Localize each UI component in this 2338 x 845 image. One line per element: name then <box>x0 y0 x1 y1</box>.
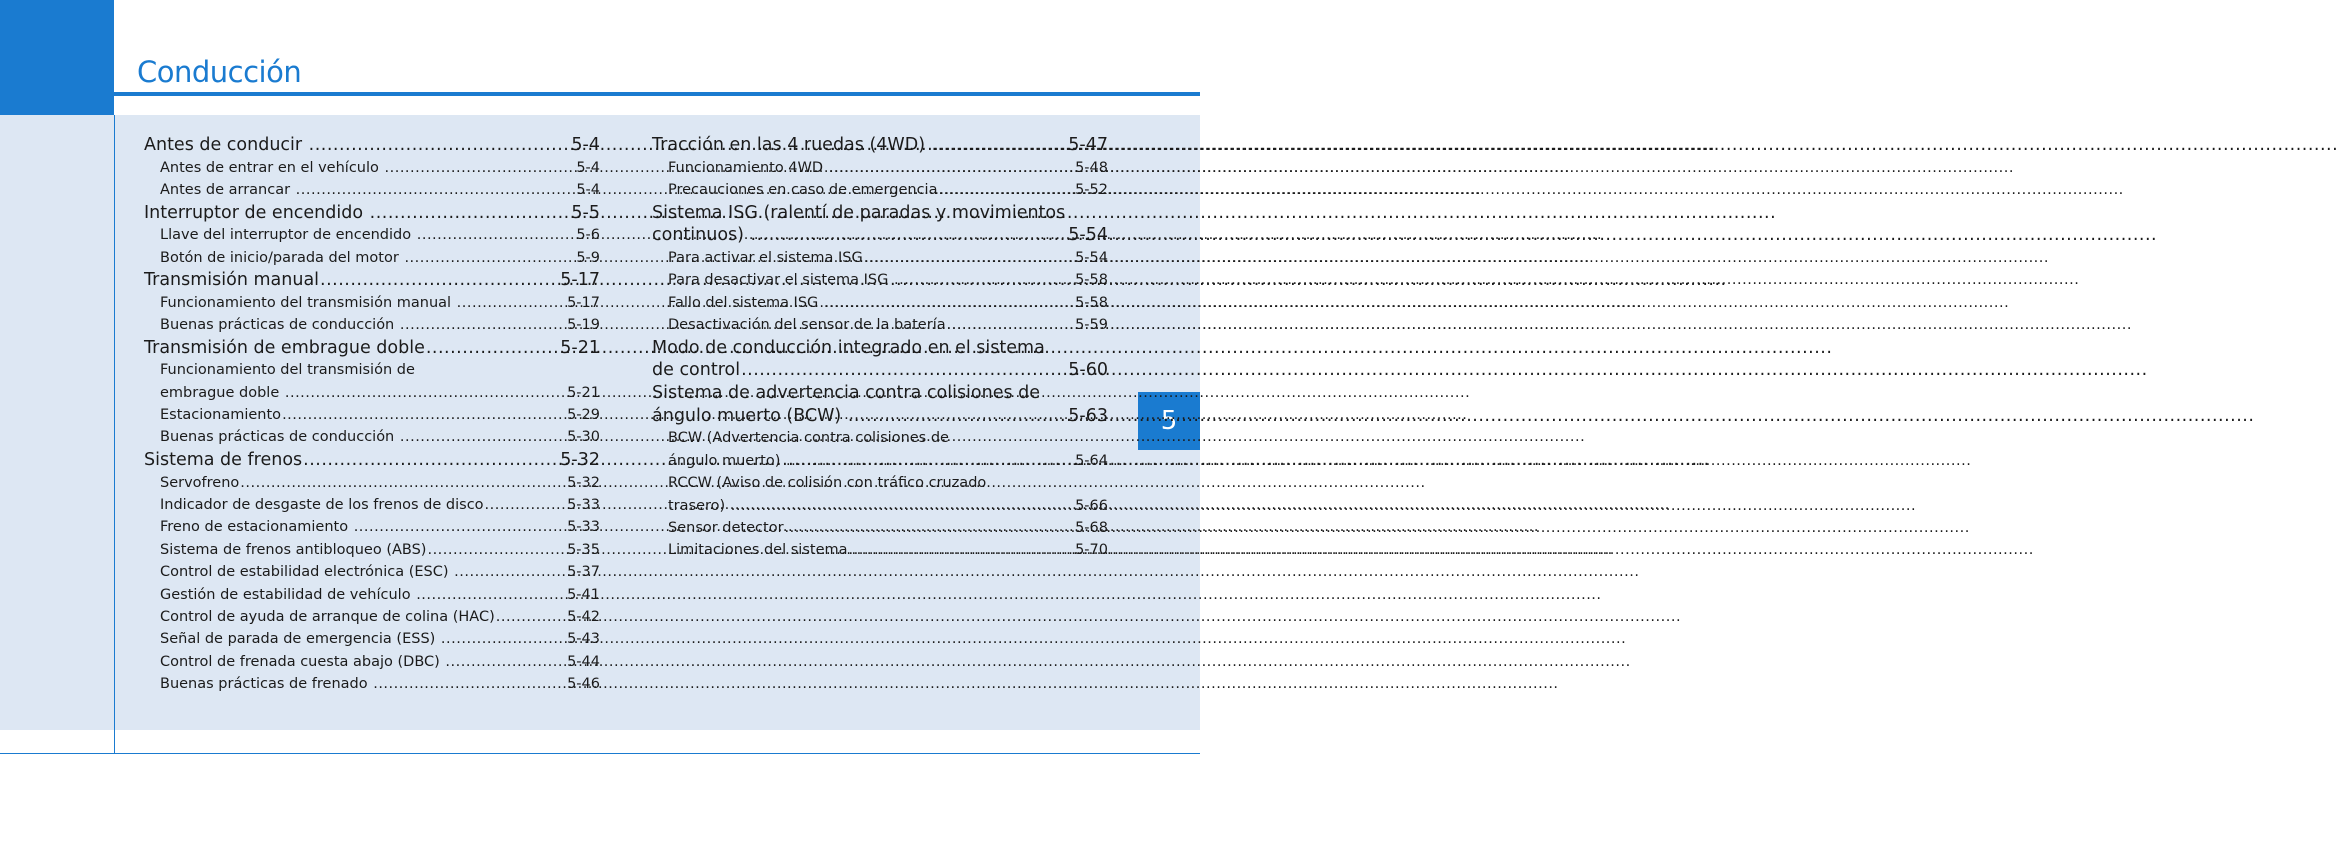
dot-leader <box>786 450 1074 472</box>
toc-entry-label: Funcionamiento 4WD <box>668 159 828 176</box>
toc-section-entry[interactable] <box>652 359 1108 382</box>
toc-entry-label: Estacionamiento <box>160 407 282 424</box>
toc-section-entry[interactable] <box>144 337 600 360</box>
toc-section-entry[interactable] <box>652 224 1108 247</box>
toc-section-entry[interactable] <box>652 134 1108 157</box>
toc-entry-label: Sistema de frenos <box>144 449 303 470</box>
toc-subsection-entry[interactable] <box>652 495 1108 517</box>
toc-entry-label: Indicador de desgaste de los frenos de disco <box>160 496 484 513</box>
dot-leader <box>849 539 1075 561</box>
toc-entry-label: Transmisión manual <box>144 270 320 291</box>
toc-page-number: 5-32 <box>560 449 600 470</box>
dot-leader <box>296 179 576 201</box>
toc-entry-label: trasero) <box>668 497 730 514</box>
toc-page-number: 5-43 <box>567 631 600 648</box>
dot-leader <box>427 539 566 561</box>
toc-entry-continued[interactable]: RCCW (Aviso de colisión con tráfico cruzado <box>668 475 987 492</box>
toc-entry-label: Tracción en las 4 ruedas (4WD) <box>652 135 931 155</box>
toc-entry-label: Servofreno <box>160 474 240 491</box>
toc-page-number: 5-42 <box>567 609 600 626</box>
toc-page-number: 5-52 <box>1075 182 1108 199</box>
toc-page-number: 5-41 <box>567 586 600 603</box>
toc-entry-label: Transmisión de embrague doble <box>144 337 425 358</box>
toc-subsection-entry[interactable] <box>652 539 1108 561</box>
toc-subsection-entry[interactable] <box>144 561 600 583</box>
toc-subsection-entry[interactable] <box>144 651 600 673</box>
dot-leader <box>285 382 566 404</box>
toc-entry-label: Antes de conducir <box>144 135 308 155</box>
dot-leader <box>454 561 566 583</box>
toc-entry-label: Freno de estacionamiento <box>160 519 353 536</box>
toc-page-number: 5-54 <box>1075 249 1108 266</box>
corner-color-block <box>0 0 114 115</box>
dot-leader <box>404 247 575 269</box>
toc-page-number: 5-6 <box>576 227 600 244</box>
toc-section-entry[interactable] <box>144 449 600 472</box>
toc-page-number: 5-19 <box>567 317 600 334</box>
dot-leader <box>441 628 566 650</box>
toc-page-number: 5-21 <box>567 384 600 401</box>
toc-page-number: 5-46 <box>567 676 600 693</box>
toc-page-number: 5-58 <box>1075 272 1108 289</box>
toc-entry-label: Buenas prácticas de conducción <box>160 429 399 446</box>
toc-subsection-entry[interactable] <box>652 292 1108 314</box>
toc-subsection-entry[interactable] <box>144 516 600 538</box>
side-rule <box>114 115 115 753</box>
dot-leader <box>496 606 566 628</box>
toc-page-number: 5-47 <box>1068 135 1108 155</box>
toc-entry-label: Buenas prácticas de conducción <box>160 317 399 334</box>
toc-entry-continued[interactable]: Sistema ISG (ralentí de paradas y movimientos <box>652 202 1066 223</box>
toc-entry-label: Limitaciones del sistema <box>668 542 848 559</box>
toc-section-entry[interactable] <box>144 202 600 225</box>
toc-entry-label: Botón de inicio/parada del motor <box>160 249 404 266</box>
toc-subsection-entry[interactable] <box>144 628 600 650</box>
toc-entry-label: Desactivación del sensor de la batería <box>668 317 946 334</box>
toc-page-number: 5-37 <box>567 564 600 581</box>
toc-subsection-entry[interactable] <box>144 539 600 561</box>
toc-page-number: 5-5 <box>571 202 600 223</box>
toc-entry-label: ángulo muerto (BCW) <box>652 405 847 426</box>
toc-subsection-entry[interactable] <box>652 269 1108 291</box>
dot-leader <box>785 517 1075 539</box>
toc-entry-label: Funcionamiento del transmisión manual <box>160 294 456 311</box>
toc-entry-label: embrague doble <box>160 384 284 401</box>
dot-leader <box>309 134 571 157</box>
dot-leader <box>864 247 1074 269</box>
toc-subsection-entry[interactable] <box>652 157 1108 179</box>
toc-page-number: 5-48 <box>1075 159 1108 176</box>
toc-entry-continued[interactable]: Sistema de advertencia contra colisiones de <box>652 382 1041 403</box>
dot-leader <box>385 157 576 179</box>
toc-page-number: 5-4 <box>571 135 600 155</box>
toc-subsection-entry[interactable] <box>144 179 600 201</box>
toc-page-number: 5-35 <box>567 541 600 558</box>
toc-page-number: 5-17 <box>560 270 600 291</box>
dot-leader <box>932 134 1068 157</box>
toc-subsection-entry[interactable] <box>144 426 600 448</box>
dot-leader <box>894 269 1074 291</box>
dot-leader <box>751 224 1068 247</box>
toc-page-number: 5-63 <box>1068 405 1108 426</box>
toc-subsection-entry[interactable] <box>652 314 1108 336</box>
dot-leader <box>282 404 566 426</box>
toc-subsection-entry[interactable] <box>144 224 600 246</box>
toc-page-number: 5-68 <box>1075 519 1108 536</box>
toc-entry-label: Señal de parada de emergencia (ESS) <box>160 631 440 648</box>
dot-leader <box>445 651 566 673</box>
toc-entry-label: ángulo muerto) <box>668 452 785 469</box>
toc-page-number: 5-30 <box>567 429 600 446</box>
toc-entry-label: Interruptor de encendido <box>144 202 369 223</box>
toc-subsection-entry[interactable] <box>144 314 600 336</box>
toc-page-number: 5-33 <box>567 519 600 536</box>
toc-page-number: 5-9 <box>576 249 600 266</box>
toc-page-number: 5-59 <box>1075 317 1108 334</box>
toc-page-number: 5-4 <box>576 159 600 176</box>
toc-subsection-entry[interactable] <box>144 472 600 494</box>
toc-page-number: 5-44 <box>567 653 600 670</box>
dot-leader <box>416 584 566 606</box>
dot-leader <box>848 405 1067 428</box>
toc-entry-label: Para activar el sistema ISG <box>668 249 863 266</box>
toc-page-number: 5-32 <box>567 474 600 491</box>
toc-entry-continued[interactable]: Funcionamiento del transmisión de <box>160 362 415 379</box>
dot-leader <box>370 202 571 225</box>
toc-subsection-entry[interactable] <box>144 584 600 606</box>
toc-section-entry[interactable] <box>652 405 1108 428</box>
toc-page-number: 5-4 <box>576 182 600 199</box>
toc-entry-label: Para desactivar el sistema ISG <box>668 272 893 289</box>
toc-entry-label: Fallo del sistema ISG <box>668 294 823 311</box>
toc-subsection-entry[interactable] <box>144 606 600 628</box>
dot-leader <box>426 337 559 360</box>
toc-subsection-entry[interactable] <box>144 292 600 314</box>
dot-leader <box>457 292 566 314</box>
toc-entry-label: Gestión de estabilidad de vehículo <box>160 586 416 603</box>
toc-section-entry[interactable] <box>144 269 600 292</box>
toc-page-number: 5-17 <box>567 294 600 311</box>
dot-leader <box>373 673 566 695</box>
toc-page-number: 5-54 <box>1068 225 1108 246</box>
dot-leader <box>741 359 1067 382</box>
toc-entry-label: Control de frenada cuesta abajo (DBC) <box>160 653 445 670</box>
toc-subsection-entry[interactable] <box>652 450 1108 472</box>
toc-entry-label: Precauciones en caso de emergencia <box>668 182 938 199</box>
toc-entry-label: de control <box>652 360 741 381</box>
toc-subsection-entry[interactable] <box>144 247 600 269</box>
dot-leader <box>829 157 1074 179</box>
toc-page-number: 5-21 <box>560 337 600 358</box>
chapter-tab[interactable]: 5 <box>1138 392 1200 450</box>
toc-entry-label: Antes de arrancar <box>160 182 295 199</box>
dot-leader <box>400 426 566 448</box>
toc-entry-label: Llave del interruptor de encendido <box>160 227 416 244</box>
page-title: Conducción <box>137 55 302 89</box>
toc-page-number: 5-70 <box>1075 542 1108 559</box>
dot-leader <box>417 224 576 246</box>
toc-page-number: 5-29 <box>567 407 600 424</box>
toc-page-number: 5-33 <box>567 496 600 513</box>
toc-entry-label: Control de ayuda de arranque de colina (HAC) <box>160 609 495 626</box>
toc-subsection-entry[interactable] <box>144 157 600 179</box>
toc-page-number: 5-60 <box>1068 360 1108 381</box>
dot-leader <box>947 314 1074 336</box>
toc-page-number: 5-58 <box>1075 294 1108 311</box>
dot-leader <box>938 179 1074 201</box>
toc-section-entry[interactable] <box>144 134 600 157</box>
toc-subsection-entry[interactable] <box>652 247 1108 269</box>
toc-subsection-entry[interactable] <box>144 494 600 516</box>
dot-leader <box>354 516 566 538</box>
dot-leader <box>240 472 566 494</box>
toc-subsection-entry[interactable] <box>652 517 1108 539</box>
toc-subsection-entry[interactable] <box>144 673 600 695</box>
toc-entry-continued[interactable]: BCW (Advertencia contra colisiones de <box>668 430 949 447</box>
toc-entry-label: Sensor detector <box>668 519 784 536</box>
dot-leader <box>400 314 566 336</box>
title-rule <box>114 92 1200 96</box>
dot-leader <box>731 495 1074 517</box>
toc-page-number: 5-66 <box>1075 497 1108 514</box>
toc-entry-label: continuos) <box>652 225 750 246</box>
toc-entry-label: Antes de entrar en el vehículo <box>160 159 384 176</box>
toc-entry-label: Buenas prácticas de frenado <box>160 676 373 693</box>
dot-leader <box>320 269 559 292</box>
toc-subsection-entry[interactable] <box>144 382 600 404</box>
toc-entry-label: Control de estabilidad electrónica (ESC) <box>160 564 454 581</box>
toc-column-right <box>652 134 1108 562</box>
toc-page-number: 5-64 <box>1075 452 1108 469</box>
toc-subsection-entry[interactable] <box>144 404 600 426</box>
toc-entry-continued[interactable]: Modo de conducción integrado en el sistema <box>652 337 1045 358</box>
toc-column-left <box>144 134 600 696</box>
dot-leader <box>485 494 567 516</box>
dot-leader <box>303 449 559 472</box>
dot-leader <box>824 292 1074 314</box>
toc-entry-label: Sistema de frenos antibloqueo (ABS) <box>160 541 427 558</box>
toc-subsection-entry[interactable] <box>652 179 1108 201</box>
bottom-rule <box>0 753 1200 754</box>
